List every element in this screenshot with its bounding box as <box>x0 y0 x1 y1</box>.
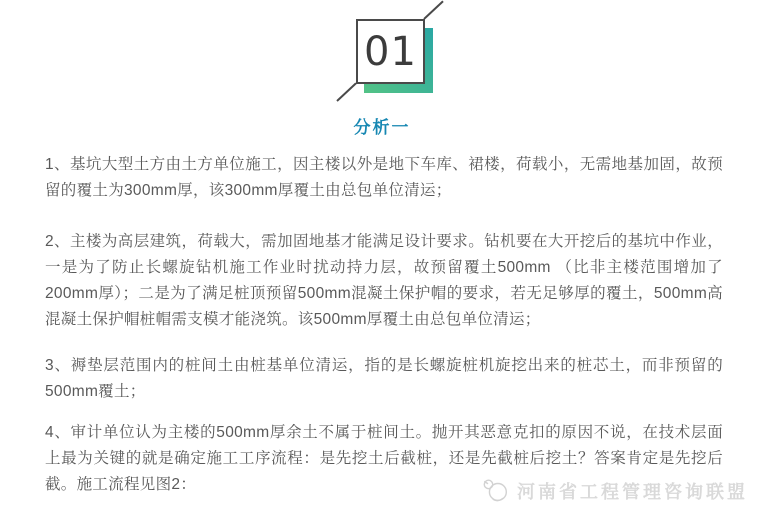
watermark <box>481 476 748 506</box>
paragraph-1: 1、基坑大型土方由土方单位施工，因主楼以外是地下车库、裙楼，荷载小，无需地基加固，故预留的覆土为300mm厚，该300mm厚覆土由总包单位清运； <box>45 156 723 199</box>
badge-diagonal-line-top-right <box>423 1 443 20</box>
paragraph-2: 2、主楼为高层建筑，荷载大，需加固地基才能满足设计要求。钻机要在大开挖后的基坑中作业，一是为了防止长螺旋钻机施工作业时扰动持力层，故预留覆土500mm （比非主楼范围增加了200mm厚）；二是为了满足桩顶预留500mm混凝土保护帽的要求，若无足够厚的覆土，500mm高混凝土保护帽桩帽需支模才能浇筑。该500mm厚覆土由总包单位清运； <box>45 233 723 328</box>
league-logo-icon <box>481 476 511 506</box>
section-title: 分析一 <box>353 118 411 137</box>
article-body <box>45 152 723 498</box>
badge-diagonal-line-bottom-left <box>336 83 356 102</box>
paragraph-4: 4、审计单位认为主楼的500mm厚余土不属于桩间土。抛开其恶意克扣的原因不说，在技术层面上最为关键的就是确定施工工序流程：是先挖土后截桩，还是先截桩后挖土？答案肯定是先挖后截。施工流程见图2： <box>45 424 723 493</box>
paragraph-3: 3、褥垫层范围内的桩间土由桩基单位清运，指的是长螺旋桩机旋挖出来的桩芯土，而非预留的500mm覆土； <box>45 357 723 400</box>
section-number-badge: 01 <box>356 19 425 84</box>
watermark-text: 河南省工程管理咨询联盟 <box>517 482 748 502</box>
